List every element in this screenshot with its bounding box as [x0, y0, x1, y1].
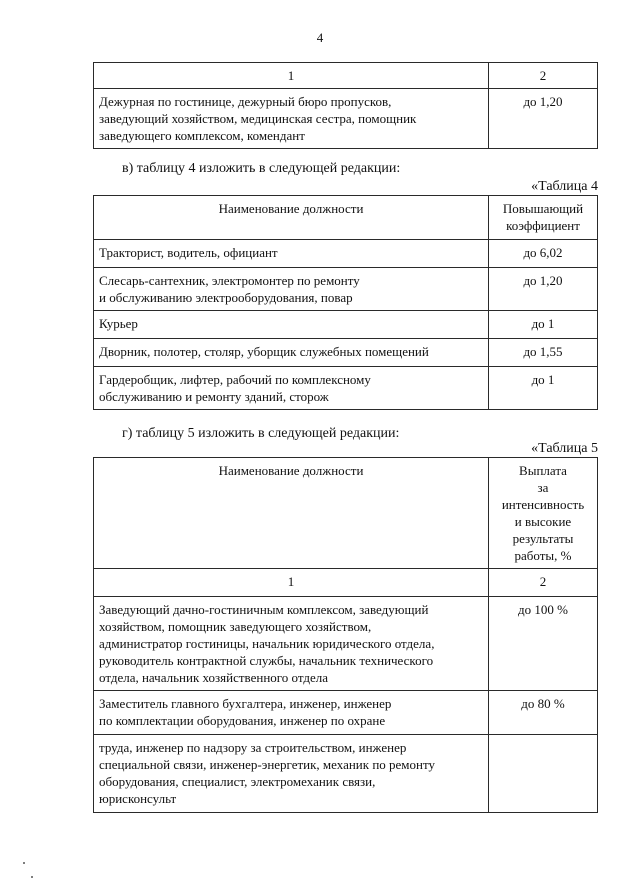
page-number: 4	[316, 30, 324, 45]
text-line: заведующего комплексом, комендант	[99, 128, 305, 143]
text-line: руководитель контрактной службы, начальник технического	[99, 653, 434, 668]
table-cell-value: до 1	[489, 367, 598, 410]
column-header-coefficient	[489, 196, 598, 240]
header-line: Выплата	[519, 463, 567, 478]
header-line: Повышающий	[502, 201, 584, 216]
table-cell-value: до 1	[489, 311, 598, 339]
table-4-caption: «Таблица 4	[531, 179, 598, 194]
header-line: результаты	[512, 531, 574, 546]
table-cell-position	[94, 240, 489, 268]
table-cell-value: до 6,02	[489, 240, 598, 268]
column-number-2: 2	[489, 63, 598, 89]
scan-speck	[23, 862, 25, 864]
text-line: обслуживанию и ремонту зданий, сторож	[99, 389, 329, 404]
column-header-payment	[489, 458, 598, 569]
text-line: Заведующий дачно-гостиничным комплексом, заведующий	[99, 602, 429, 617]
header-line: интенсивность	[501, 497, 585, 512]
table-5	[93, 457, 598, 813]
table-row	[94, 691, 598, 735]
table-cell-value: до 1,20	[489, 268, 598, 311]
text-line: Дворник, полотер, столяр, уборщик служебных помещений	[99, 344, 429, 359]
text-line: Дежурная по гостинице, дежурный бюро пропусков,	[99, 94, 392, 109]
text-line: юрисконсульт	[99, 791, 177, 806]
table-cell-position	[94, 268, 489, 311]
text-line: специальной связи, инженер-энергетик, механик по ремонту	[99, 757, 436, 772]
table-4	[93, 195, 598, 410]
table-cell-position	[94, 597, 489, 691]
table-row	[94, 339, 598, 367]
text-line: и обслуживанию электрооборудования, повар	[99, 290, 353, 305]
table-row	[94, 597, 598, 691]
text-line: администратор гостиницы, начальник юридического отдела,	[99, 636, 435, 651]
header-line: коэффициент	[506, 218, 580, 233]
table-cell-position	[94, 339, 489, 367]
text-line: Гардеробщик, лифтер, рабочий по комплексному	[99, 372, 371, 387]
table-row	[94, 367, 598, 410]
section-v-paragraph: в) таблицу 4 изложить в следующей редакции:	[122, 161, 401, 176]
table-cell-position	[94, 691, 489, 735]
text-line: отдела, начальник хозяйственного отдела	[99, 670, 329, 685]
section-g-paragraph: г) таблицу 5 изложить в следующей редакции:	[122, 426, 400, 441]
text-line: труда, инженер по надзору за строительством, инженер	[99, 740, 407, 755]
table-continued	[93, 62, 598, 149]
table-cell-value	[489, 735, 598, 813]
text-line: хозяйством, помощник заведующего хозяйством,	[99, 619, 372, 634]
text-line: Курьер	[99, 316, 138, 331]
text-line: по комплектации оборудования, инженер по охране	[99, 713, 386, 728]
column-header-position: Наименование должности	[94, 196, 489, 240]
column-number-1: 1	[94, 63, 489, 89]
scan-speck	[31, 876, 33, 878]
table-row	[94, 735, 598, 813]
text-line: Тракторист, водитель, официант	[99, 245, 278, 260]
header-line: и высокие	[514, 514, 572, 529]
header-line: работы, %	[514, 548, 572, 563]
text-line: Слесарь-сантехник, электромонтер по ремонту	[99, 273, 360, 288]
table-cell-value: до 1,20	[489, 89, 598, 149]
column-header-position: Наименование должности	[94, 458, 489, 569]
table-cell-position	[94, 311, 489, 339]
table-row	[94, 268, 598, 311]
table-cell-position	[94, 89, 489, 149]
column-number-2: 2	[489, 569, 598, 597]
table-cell-value: до 100 %	[489, 597, 598, 691]
table-row	[94, 311, 598, 339]
table-5-caption: «Таблица 5	[531, 441, 598, 456]
table-cell-position	[94, 735, 489, 813]
text-line: Заместитель главного бухгалтера, инженер, инженер	[99, 696, 392, 711]
column-number-1: 1	[94, 569, 489, 597]
header-line: за	[537, 480, 549, 495]
table-cell-position	[94, 367, 489, 410]
table-cell-value: до 80 %	[489, 691, 598, 735]
text-line: оборудования, специалист, электромеханик связи,	[99, 774, 376, 789]
table-cell-value: до 1,55	[489, 339, 598, 367]
text-line: заведующий хозяйством, медицинская сестра, помощник	[99, 111, 417, 126]
table-row	[94, 240, 598, 268]
